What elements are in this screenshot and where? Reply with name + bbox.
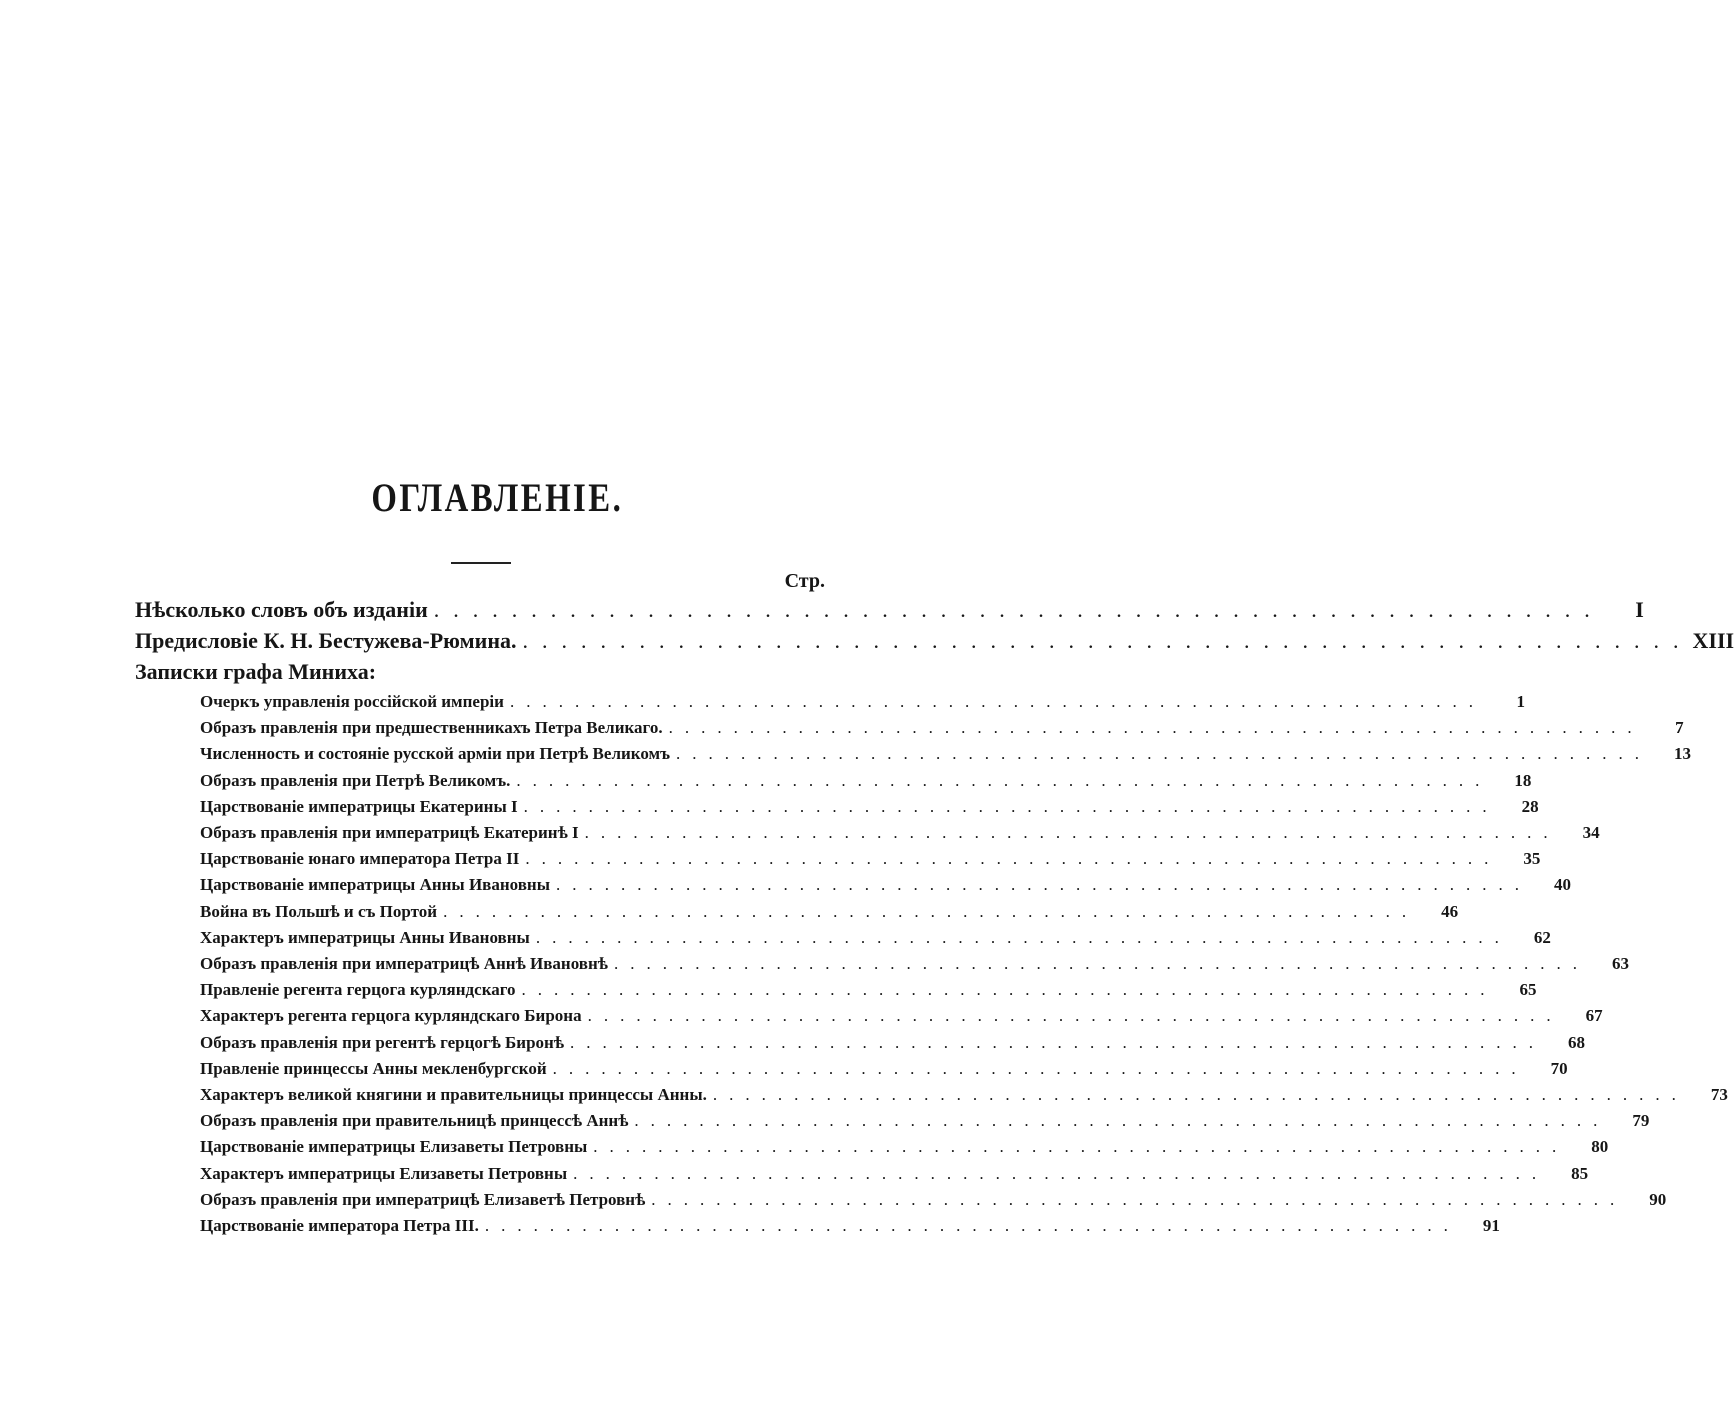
leader-dots: ............................................................ xyxy=(525,849,1501,869)
leader-dots: ............................................................ xyxy=(584,823,1560,842)
toc-entry-title: Царствованіе императрицы Екатерины I xyxy=(200,796,518,816)
toc-entry-title: Царствованіе императора Петра III. xyxy=(200,1216,479,1235)
leader-dots: ............................................................ xyxy=(521,980,1497,1000)
title-divider xyxy=(451,562,511,564)
toc-entry xyxy=(135,659,825,685)
leader-dots: ............................................................ xyxy=(523,796,1499,816)
page-title: ОГЛАВЛЕНІЕ. xyxy=(371,475,624,520)
toc-entry-page: 90 xyxy=(1649,1189,1667,1209)
toc-entry-title: Образъ правленія при императрицѣ Аннѣ Ивановнѣ xyxy=(200,954,608,973)
toc-entry-title: Образъ правленія при регентѣ герцогѣ Биронѣ xyxy=(200,1032,565,1052)
toc-entry-title: Война въ Польшѣ и съ Портой xyxy=(200,901,438,921)
toc-entry xyxy=(200,1085,1728,1105)
toc-entry xyxy=(200,927,1551,948)
toc-entry xyxy=(200,1032,1586,1053)
toc-entry-page: 34 xyxy=(1582,823,1600,842)
leader-dots: ............................................................ xyxy=(516,770,1492,790)
toc-entry-page: 18 xyxy=(1514,770,1532,790)
toc-entry-title: Правленіе принцессы Анны мекленбургской xyxy=(200,1058,547,1078)
toc-entry xyxy=(200,744,1692,764)
leader-dots: ............................................................ xyxy=(433,597,1604,622)
toc-entry-page: 67 xyxy=(1585,1006,1603,1026)
toc-entry-title: Очеркъ управленія россійской имперіи xyxy=(200,692,504,711)
leader-dots: ............................................................ xyxy=(668,718,1644,738)
toc-entry-page: 13 xyxy=(1674,744,1692,764)
toc-entry xyxy=(200,796,1539,817)
leader-dots: ............................................................ xyxy=(484,1216,1460,1235)
toc-entry-page: 35 xyxy=(1523,849,1541,869)
toc-entry xyxy=(200,901,1459,922)
toc-entry-page: I xyxy=(1635,597,1644,622)
toc-entry-title: Характеръ великой княгини и правительницы принцессы Анны. xyxy=(200,1085,707,1104)
leader-dots: ............................................................ xyxy=(570,1032,1546,1052)
toc-entry-title: Характеръ императрицы Анны Ивановны xyxy=(200,927,530,947)
toc-entry xyxy=(135,628,1734,654)
toc-entry xyxy=(200,718,1684,738)
leader-dots: ............................................................ xyxy=(555,875,1531,895)
toc-entry-page: 1 xyxy=(1516,692,1525,711)
toc-entry-page: 62 xyxy=(1533,927,1551,947)
toc-entry-title: Образъ правленія при императрицѣ Екатеринѣ I xyxy=(200,823,579,842)
toc-entry-page: 65 xyxy=(1519,980,1537,1000)
toc-entry xyxy=(200,1006,1603,1026)
toc-entry-page: 7 xyxy=(1675,718,1684,738)
toc-entry xyxy=(200,849,1541,869)
toc-entry-title: Образъ правленія при правительницѣ принцессѣ Аннѣ xyxy=(200,1111,629,1131)
toc-entry-title: Предисловіе К. Н. Бестужева-Рюмина. xyxy=(135,628,517,653)
toc-entry-page: 85 xyxy=(1571,1163,1589,1183)
toc-entry xyxy=(200,1058,1568,1079)
leader-dots: ............................................................ xyxy=(613,954,1589,973)
leader-dots: ............................................................ xyxy=(522,628,1693,653)
leader-dots: ............................................................ xyxy=(651,1189,1627,1209)
leader-dots: ............................................................ xyxy=(712,1085,1688,1104)
toc-entry xyxy=(200,1111,1650,1131)
toc-entry-title: Правленіе регента герцога курляндскаго xyxy=(200,980,516,1000)
toc-entry xyxy=(200,875,1571,895)
toc-entry-title: Характеръ императрицы Елизаветы Петровны xyxy=(200,1163,568,1183)
toc-entry-title: Образъ правленія при Петрѣ Великомъ. xyxy=(200,770,511,790)
leader-dots: ............................................................ xyxy=(676,744,1652,764)
toc-entry-page: 68 xyxy=(1568,1032,1586,1052)
toc-entry xyxy=(200,692,1525,712)
toc-entry-title: Характеръ регента герцога курляндскаго Бирона xyxy=(200,1006,582,1026)
leader-dots: ............................................................ xyxy=(587,1006,1563,1026)
toc-entry xyxy=(200,1163,1589,1184)
toc-entry xyxy=(135,597,1644,623)
toc-entry-page: 91 xyxy=(1482,1216,1500,1235)
leader-dots: ............................................................ xyxy=(634,1111,1610,1131)
toc-entry-page: 28 xyxy=(1521,796,1539,816)
toc-entry xyxy=(200,1216,1500,1236)
toc-entry-page: 79 xyxy=(1632,1111,1650,1131)
toc-entry-page: XIII xyxy=(1692,628,1734,653)
leader-dots: ............................................................ xyxy=(443,901,1419,921)
leader-dots: ............................................................ xyxy=(552,1058,1528,1078)
toc-entry-page: 80 xyxy=(1591,1137,1609,1157)
toc-entry-title: Царствованіе юнаго императора Петра II xyxy=(200,849,520,869)
toc-entry xyxy=(200,1137,1609,1157)
toc-entry-title: Царствованіе императрицы Елизаветы Петровны xyxy=(200,1137,588,1157)
toc-entry-title: Образъ правленія при императрицѣ Елизаветѣ Петровнѣ xyxy=(200,1189,646,1209)
toc-entry xyxy=(200,770,1532,791)
leader-dots: ............................................................ xyxy=(573,1163,1549,1183)
leader-dots: ............................................................ xyxy=(535,927,1511,947)
toc-entry-title: Образъ правленія при предшественникахъ Петра Великаго. xyxy=(200,718,663,738)
toc-entry-title: Записки графа Миниха: xyxy=(135,659,377,684)
toc-entry-page: 40 xyxy=(1553,875,1571,895)
toc-entry xyxy=(200,980,1537,1000)
toc-entry-page: 70 xyxy=(1550,1058,1568,1078)
toc-entry xyxy=(200,823,1600,843)
leader-dots: ............................................................ xyxy=(509,692,1485,711)
toc-entry-page: 46 xyxy=(1441,901,1459,921)
leader-dots: ............................................................ xyxy=(593,1137,1569,1157)
toc-entry-title: Царствованіе императрицы Анны Ивановны xyxy=(200,875,550,895)
toc-entry xyxy=(200,954,1629,974)
toc-entry-page: 63 xyxy=(1611,954,1629,973)
page-column-header: Стр. xyxy=(784,570,825,592)
toc-entry-page: 73 xyxy=(1710,1085,1728,1104)
toc-entry-title: Численность и состояніе русской арміи при Петрѣ Великомъ xyxy=(200,744,671,764)
toc-entry-title: Нѣсколько словъ объ изданіи xyxy=(135,597,428,622)
toc-entry xyxy=(200,1189,1667,1210)
